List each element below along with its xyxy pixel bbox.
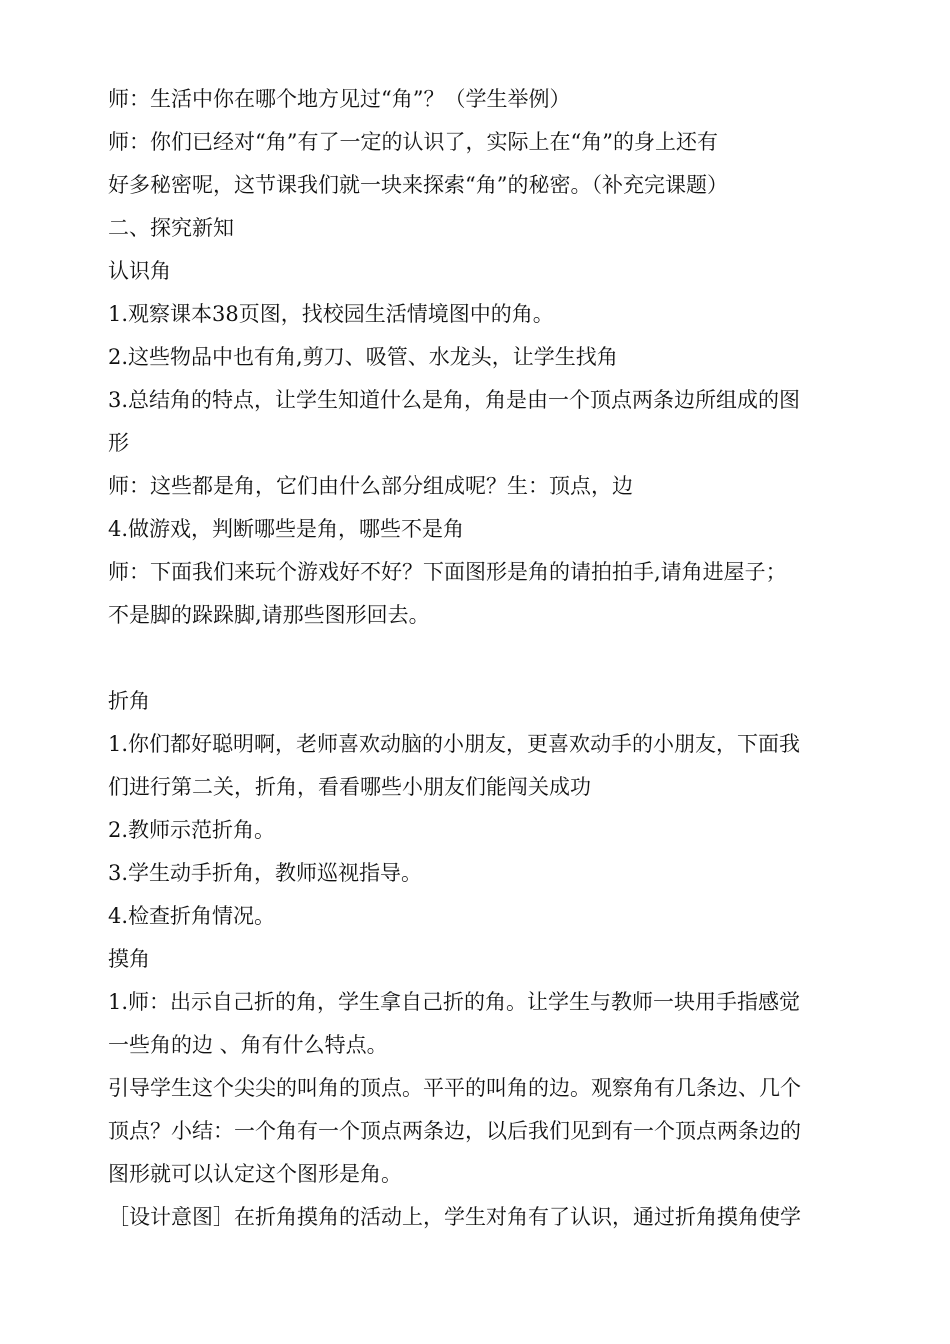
text-line: 师：这些都是角，它们由什么部分组成呢？生：顶点，边	[108, 474, 633, 498]
text-line: 形	[108, 431, 129, 455]
text-line: 3.总结角的特点，让学生知道什么是角，角是由一个顶点两条边所组成的图	[108, 388, 801, 412]
text-line: 一些角的边 、角有什么特点。	[108, 1033, 388, 1057]
text-line: 1.师：出示自己折的角，学生拿自己折的角。让学生与教师一块用手指感觉	[108, 990, 801, 1014]
text-line: ［设计意图］在折角摸角的活动上，学生对角有了认识，通过折角摸角使学	[108, 1205, 801, 1229]
text-line: 1.你们都好聪明啊，老师喜欢动脑的小朋友，更喜欢动手的小朋友，下面我	[108, 732, 801, 756]
text-line: 2.教师示范折角。	[108, 818, 276, 842]
text-line: 师：生活中你在哪个地方见过“角”？（学生举例）	[108, 87, 571, 111]
text-line: 们进行第二关，折角，看看哪些小朋友们能闯关成功	[108, 775, 591, 799]
text-line: 顶点？小结：一个角有一个顶点两条边，以后我们见到有一个顶点两条边的	[108, 1119, 801, 1143]
text-line: 4.做游戏，判断哪些是角，哪些不是角	[108, 517, 465, 541]
subsection-heading: 认识角	[108, 259, 171, 283]
text-line: 师：你们已经对“角”有了一定的认识了，实际上在“角”的身上还有	[108, 130, 718, 154]
text-line: 图形就可以认定这个图形是角。	[108, 1162, 402, 1186]
subsection-heading: 折角	[108, 689, 150, 713]
text-line: 引导学生这个尖尖的叫角的顶点。平平的叫角的边。观察角有几条边、几个	[108, 1076, 801, 1100]
text-line: 3.学生动手折角，教师巡视指导。	[108, 861, 423, 885]
text-line: 4.检查折角情况。	[108, 904, 276, 928]
section-heading: 二、探究新知	[108, 216, 234, 240]
document-body	[108, 78, 843, 1239]
text-line: 不是脚的跺跺脚,请那些图形回去。	[108, 603, 430, 627]
text-line: 1.观察课本38页图，找校园生活情境图中的角。	[108, 302, 554, 326]
text-line: 好多秘密呢，这节课我们就一块来探索“角”的秘密。（补充完课题）	[108, 173, 728, 197]
subsection-heading: 摸角	[108, 947, 150, 971]
text-line: 2.这些物品中也有角,剪刀、吸管、水龙头，让学生找角	[108, 345, 618, 369]
text-line: 师：下面我们来玩个游戏好不好？下面图形是角的请拍拍手,请角进屋子；	[108, 560, 787, 584]
blank-line	[108, 637, 843, 680]
